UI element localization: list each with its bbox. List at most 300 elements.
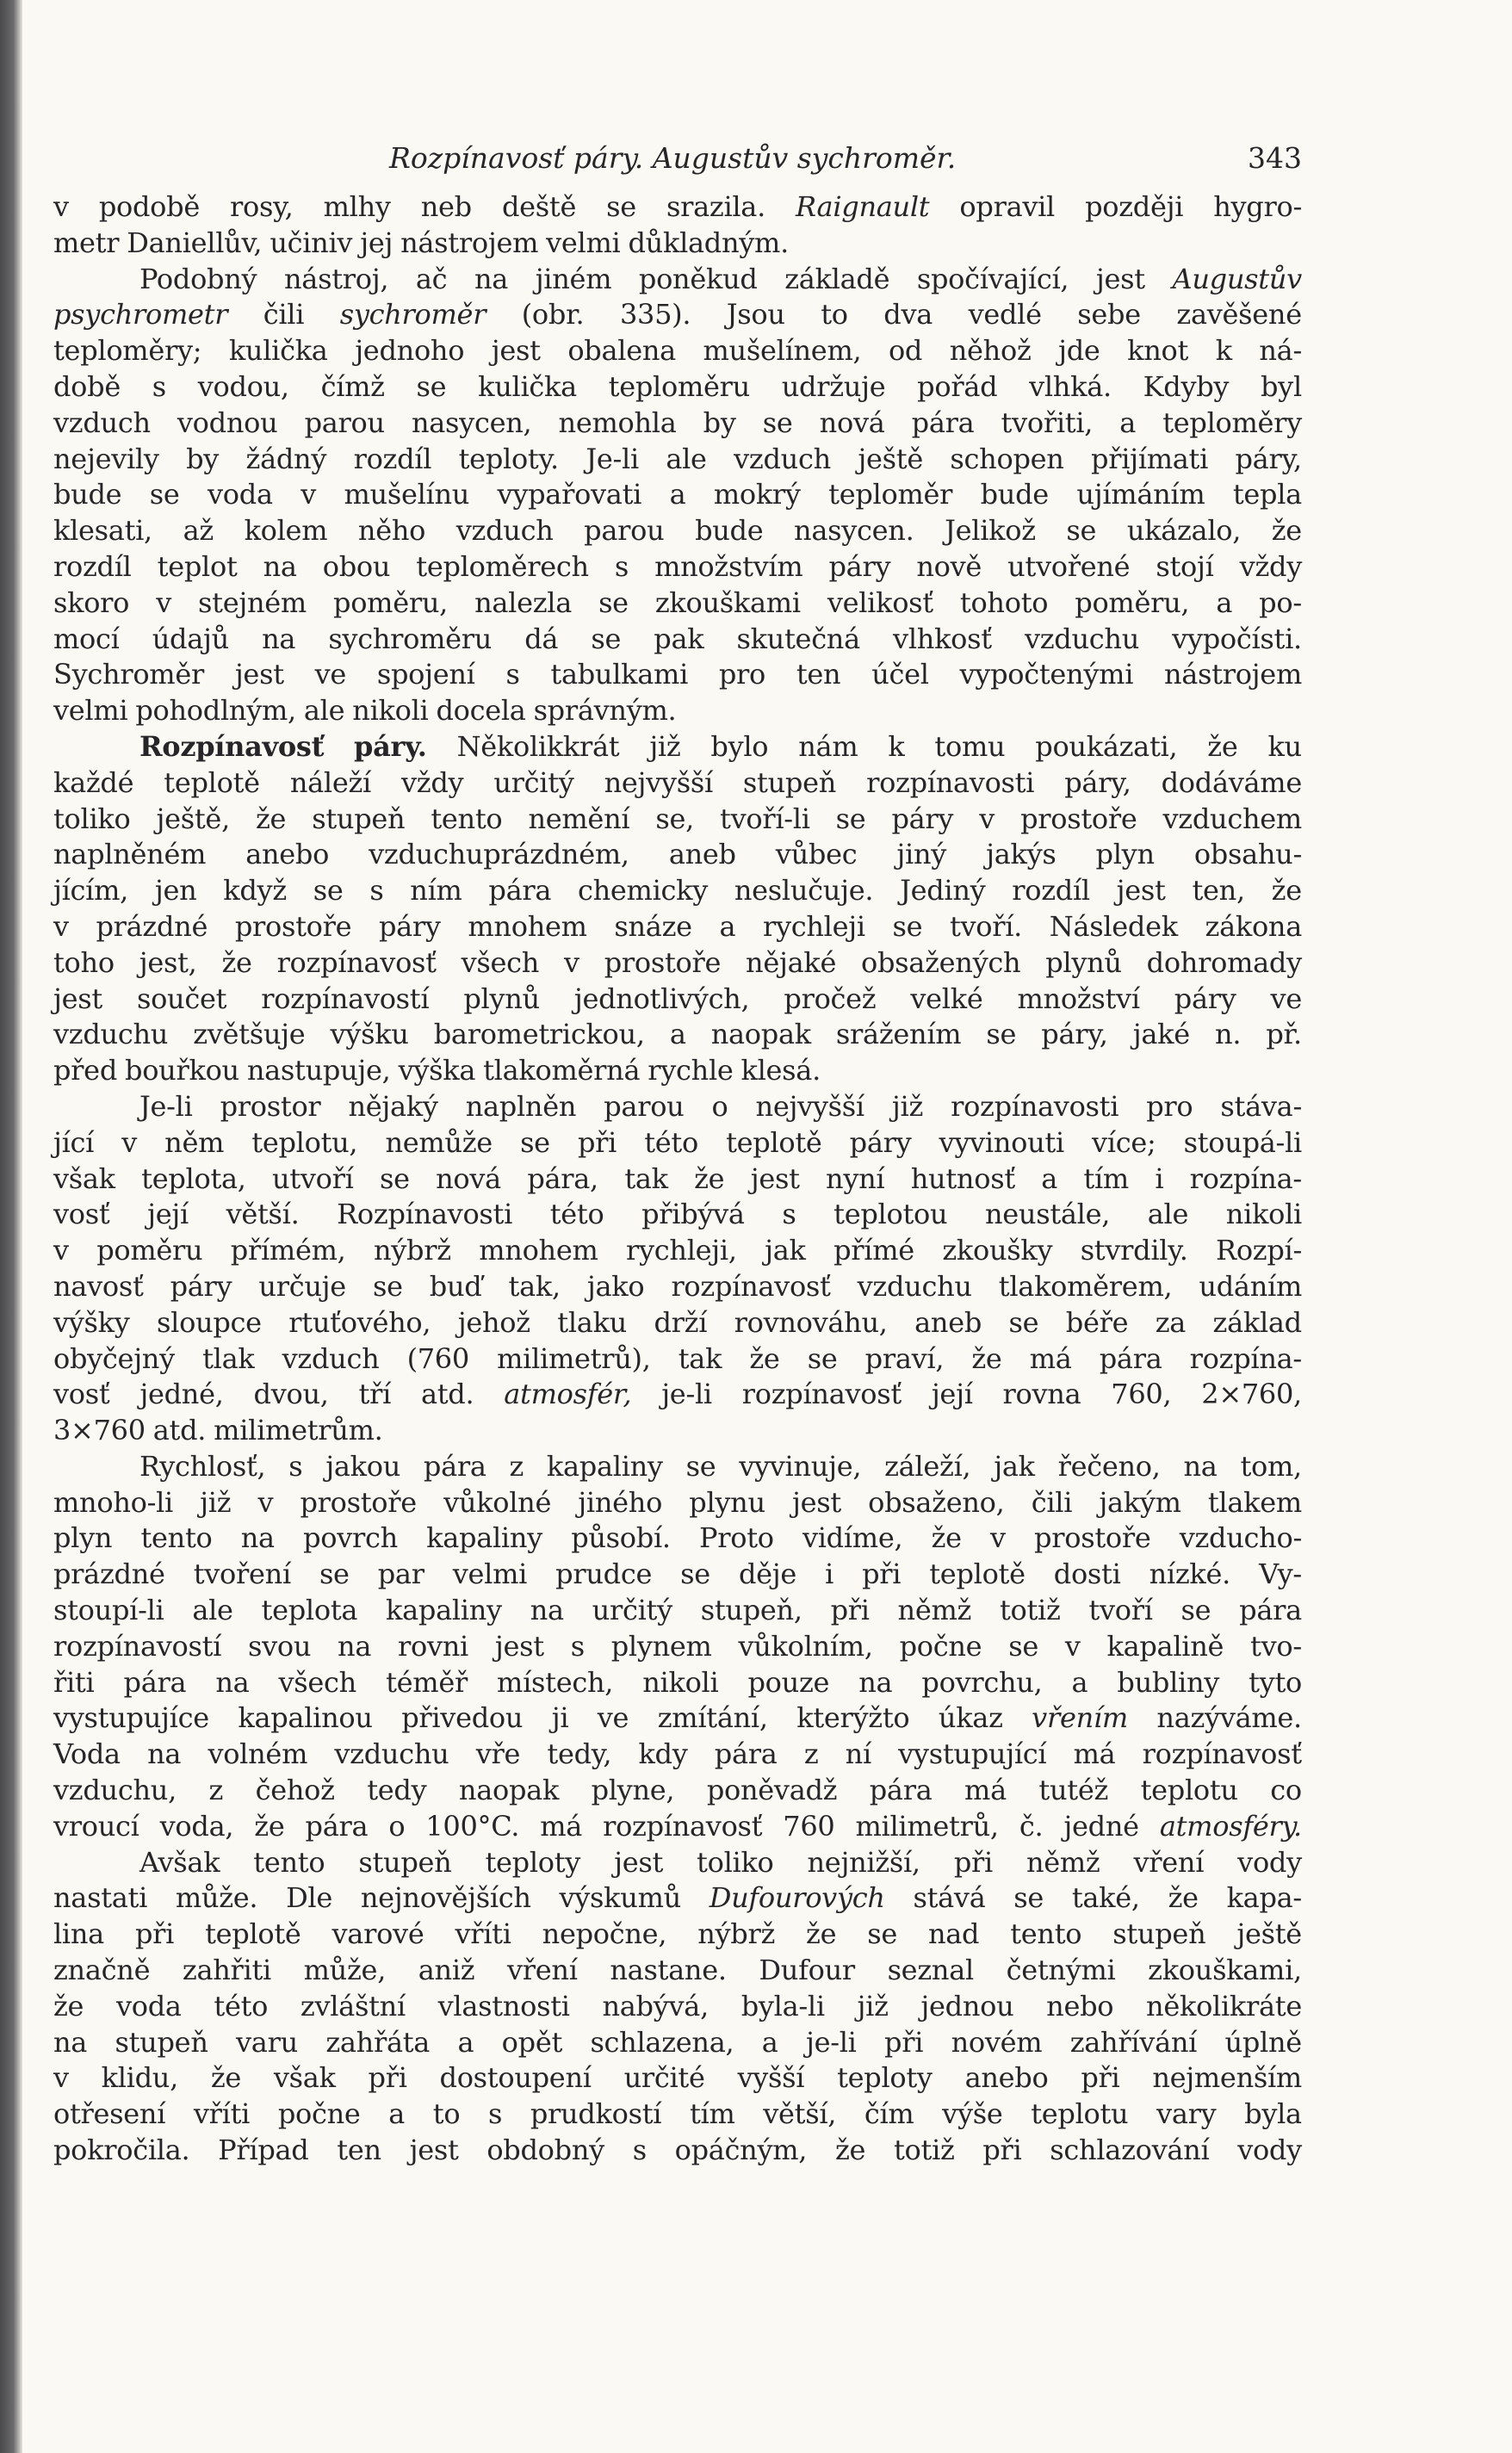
word: páry.	[354, 729, 427, 763]
word: nabývá,	[602, 1989, 709, 2022]
word: obsahu-	[1193, 838, 1302, 871]
word: z	[208, 1774, 224, 1807]
word: tak,	[508, 1269, 561, 1303]
word: však	[273, 2061, 336, 2095]
word: jak	[994, 1449, 1035, 1483]
word: deště	[501, 190, 577, 223]
text-line	[53, 1197, 1302, 1233]
word: pára	[305, 1809, 369, 1843]
word: na	[858, 1665, 893, 1699]
word: obalena	[567, 334, 676, 368]
word: čili	[1031, 1485, 1073, 1519]
word: teplota,	[141, 1161, 246, 1195]
word: Sychroměr	[53, 658, 204, 691]
word: Voda	[53, 1738, 121, 1771]
word: udržuje	[781, 369, 886, 403]
word: atmosfér,	[504, 1378, 632, 1411]
word: (760	[406, 1341, 469, 1375]
text-line	[53, 1629, 1302, 1665]
word: spojení	[376, 658, 475, 691]
word: parou	[304, 406, 385, 439]
word: byla	[1244, 2097, 1302, 2131]
word: má	[1029, 1341, 1072, 1375]
word: že	[1168, 1881, 1199, 1915]
word: by	[703, 406, 736, 439]
word: jaké	[1132, 1018, 1190, 1051]
text-line	[53, 1557, 1302, 1593]
book-binding-edge	[0, 0, 22, 2453]
word: teploty.	[458, 442, 559, 475]
word: teplot	[157, 549, 238, 583]
word: jest	[53, 982, 102, 1015]
word: tedy	[367, 1774, 427, 1807]
word: jednoho	[355, 334, 465, 368]
word: nejmenším	[1152, 2061, 1302, 2095]
word: zkouškami,	[1148, 1954, 1302, 1987]
word: kulička	[228, 334, 328, 368]
word: tvoří.	[949, 909, 1023, 943]
word: se	[520, 1125, 550, 1159]
word: může,	[303, 1954, 387, 1987]
word: značně	[53, 1954, 151, 1987]
word: spočívající,	[916, 262, 1069, 295]
word: vodou,	[197, 369, 289, 403]
word: otřesení	[53, 2097, 166, 2131]
word: tento	[253, 1845, 325, 1879]
word: vosť	[53, 1198, 110, 1231]
word: rozpínavosť	[276, 945, 437, 979]
word: zkoušky	[942, 1234, 1053, 1267]
word: Rozpínavosti	[337, 1198, 513, 1231]
word: mnohem	[468, 909, 587, 943]
word: že	[255, 802, 287, 835]
word: velmi	[452, 1558, 528, 1591]
word: neslučuje.	[734, 874, 874, 907]
word: vzduch	[53, 406, 151, 439]
word: vosť	[53, 1378, 110, 1411]
word: a	[457, 2025, 474, 2059]
word: vříti	[193, 2097, 251, 2131]
word: s	[614, 549, 629, 583]
word: (obr.	[521, 298, 585, 331]
text-line	[53, 1053, 1302, 1089]
word: velmi	[546, 226, 621, 259]
word: tutéž	[1038, 1774, 1109, 1807]
word: jen	[154, 874, 197, 907]
word: tabulkami	[550, 658, 689, 691]
word: buď	[429, 1269, 482, 1303]
word: obsaženo,	[868, 1485, 1005, 1519]
word: tlak	[202, 1341, 255, 1375]
word: již	[649, 729, 681, 763]
word: se	[149, 478, 180, 511]
word: čímž	[320, 369, 385, 403]
text-line	[53, 2025, 1302, 2061]
word: že	[1271, 514, 1302, 548]
word: určitý	[493, 765, 574, 799]
word: množstvím	[654, 549, 803, 583]
word: plyne,	[591, 1774, 675, 1807]
word: nikoli	[1225, 1198, 1302, 1231]
word: teplota	[261, 1594, 358, 1627]
word: prudce	[555, 1558, 653, 1591]
word: má	[964, 1774, 1007, 1807]
word: místech,	[497, 1665, 614, 1699]
word: o	[711, 1089, 728, 1123]
word: srazila.	[666, 190, 765, 223]
word: opravil	[959, 190, 1055, 223]
word: seznal	[887, 1954, 974, 1987]
word: záleží,	[884, 1449, 971, 1483]
word: teplotou	[833, 1198, 948, 1231]
word: podobě	[98, 190, 200, 223]
word: neb	[420, 190, 472, 223]
word: prostoře	[604, 945, 722, 979]
word: a	[669, 1018, 686, 1051]
word: Raignault	[796, 190, 930, 223]
word: jest	[1116, 874, 1166, 907]
word: působí.	[571, 1521, 671, 1555]
word: rozpínavosť	[741, 1378, 902, 1411]
word: s	[782, 1198, 796, 1231]
word: správným.	[533, 694, 677, 728]
word: jak	[765, 1234, 806, 1267]
word: 2×760,	[1201, 1378, 1302, 1411]
word: a	[388, 2097, 406, 2131]
word: volném	[208, 1738, 308, 1771]
word: téměř	[386, 1665, 468, 1699]
text-line	[53, 1845, 1302, 1881]
word: naplněném	[53, 838, 207, 871]
word: pára	[123, 1665, 187, 1699]
text-line	[53, 513, 1302, 549]
text-line	[53, 369, 1302, 406]
word: kapalině	[1106, 1629, 1224, 1663]
word: úkaz	[938, 1701, 1003, 1735]
text-line	[53, 1809, 1302, 1845]
word: Jsou	[726, 298, 785, 331]
word: vyšší	[737, 2061, 805, 2095]
word: plyn	[53, 1521, 113, 1555]
word: rosy,	[230, 190, 294, 223]
word: ještě	[858, 442, 923, 475]
word: 3×760	[53, 1414, 146, 1447]
word: varové	[332, 1917, 424, 1951]
word: ale	[192, 1594, 233, 1627]
word: vření	[1133, 1845, 1205, 1879]
word: údajů	[152, 622, 229, 655]
word: 335).	[619, 298, 691, 331]
word: již	[857, 1989, 889, 2022]
word: v	[156, 585, 171, 619]
word: novém	[951, 2025, 1043, 2059]
word: pára,	[527, 1161, 598, 1195]
word: dohromady	[1146, 945, 1302, 979]
word: stoupí-li	[53, 1594, 164, 1627]
word: každé	[53, 765, 134, 799]
word: s	[632, 2134, 647, 2167]
word: teplotě	[929, 1558, 1026, 1591]
word: teploměrech	[416, 549, 589, 583]
word: vzduchem	[1162, 802, 1302, 835]
word: prázdné	[53, 1558, 165, 1591]
word: Avšak	[139, 1845, 220, 1879]
word: tvo-	[1250, 1629, 1302, 1663]
word: vyvinuje,	[739, 1449, 862, 1483]
word: vzduchu	[1024, 622, 1140, 655]
word: základě	[784, 262, 890, 295]
word: mnoho-li	[53, 1485, 173, 1519]
word: plynů	[463, 982, 540, 1015]
word: ku	[1267, 729, 1302, 763]
word: 100°C.	[425, 1809, 520, 1843]
word: a	[1216, 585, 1233, 619]
word: vystupující	[898, 1738, 1047, 1771]
word: dva	[883, 298, 933, 331]
word: vody	[1237, 2134, 1302, 2167]
word: jehož	[457, 1305, 530, 1339]
word: jakou	[325, 1449, 401, 1483]
word: nástroj,	[283, 262, 389, 295]
word: nejnižší,	[807, 1845, 920, 1879]
word: pouze	[747, 1665, 830, 1699]
word: tom,	[1240, 1449, 1302, 1483]
word: prostoře	[234, 909, 352, 943]
word: vlastnosti	[437, 1989, 570, 2022]
word: teplotě	[205, 1917, 301, 1951]
word: pak	[654, 622, 704, 655]
word: voda	[115, 1989, 182, 2022]
word: vystupujíce	[53, 1701, 209, 1735]
word: zavěšené	[1176, 298, 1302, 331]
word: ukázalo,	[1126, 514, 1242, 548]
word: pára	[1099, 1341, 1162, 1375]
word: v	[301, 478, 316, 511]
word: pára	[911, 406, 975, 439]
word: tří	[358, 1378, 392, 1411]
book-page	[53, 129, 1302, 2169]
word: s	[369, 874, 384, 907]
word: vlhkosť	[893, 622, 992, 655]
word: zvláštní	[300, 1989, 406, 2022]
word: rozpínavostí	[53, 1629, 222, 1663]
word: ujímáním	[1076, 478, 1205, 511]
word: že	[931, 1521, 962, 1555]
word: jednotlivých,	[573, 982, 750, 1015]
word: že	[694, 1161, 725, 1195]
text-line	[53, 1305, 1302, 1341]
word: svou	[247, 1629, 312, 1663]
text-line	[53, 2060, 1302, 2097]
word: teplotu,	[251, 1125, 358, 1159]
word: knot	[1127, 334, 1189, 368]
word: stvrdily.	[1080, 1234, 1188, 1267]
word: prudkostí	[530, 2097, 662, 2131]
word: vzduchu	[334, 1738, 449, 1771]
word: prostor	[220, 1089, 321, 1123]
word: jest	[791, 1485, 841, 1519]
word: nasycen.	[794, 514, 914, 548]
word: rozdíl	[53, 549, 132, 583]
word: tlakoměrem,	[998, 1269, 1173, 1303]
word: nikoli	[642, 1665, 719, 1699]
word: Proto	[699, 1521, 774, 1555]
word: parou	[604, 1089, 685, 1123]
word: teploměr	[828, 478, 953, 511]
word: opáčným,	[674, 2134, 808, 2167]
word: bylo	[710, 729, 769, 763]
text-line	[53, 406, 1302, 442]
word: na	[1183, 1449, 1218, 1483]
word: kdy	[638, 1738, 688, 1771]
text-line	[53, 1233, 1302, 1269]
word: čím	[864, 2097, 914, 2131]
word: pořád	[917, 369, 998, 403]
word: schlazena,	[590, 2025, 734, 2059]
word: děje	[738, 1558, 797, 1591]
word: kapalinou	[238, 1701, 373, 1735]
word: rozpínavosti	[951, 1089, 1119, 1123]
word: rovni	[398, 1629, 468, 1663]
word: Podobný	[139, 262, 257, 295]
word: nazýváme.	[1156, 1701, 1302, 1735]
word: mocí	[53, 622, 120, 655]
word: tvoří-li	[720, 802, 810, 835]
word: a	[1041, 1161, 1058, 1195]
word: to	[821, 298, 848, 331]
text-line	[53, 1953, 1302, 1989]
word: vodnou	[177, 406, 278, 439]
word: ten	[796, 658, 841, 691]
word: poměru,	[333, 585, 449, 619]
text-line	[53, 657, 1302, 693]
word: výskumů	[559, 1881, 681, 1915]
word: jest	[494, 1629, 544, 1663]
word: výška	[398, 1054, 476, 1087]
word: by	[186, 442, 220, 475]
word: nasycen,	[411, 406, 532, 439]
word: naplněn	[465, 1089, 577, 1123]
word: nám	[798, 729, 858, 763]
word: je-li	[661, 1378, 712, 1411]
word: se	[762, 406, 793, 439]
word: bude	[695, 514, 764, 548]
word: mokrý	[713, 478, 801, 511]
word: vypočtenými	[959, 658, 1134, 691]
word: i	[1155, 1161, 1164, 1195]
word: rychleji	[762, 909, 865, 943]
word: na	[53, 2025, 88, 2059]
word: rozpínavosti	[866, 765, 1035, 799]
body-text	[53, 189, 1302, 2169]
word: kapaliny	[426, 1521, 542, 1555]
word: přímé	[833, 1234, 914, 1267]
word: vzduch	[455, 514, 554, 548]
text-line	[53, 1593, 1302, 1629]
word: mnohem	[479, 1234, 598, 1267]
word: hygro-	[1213, 190, 1302, 223]
word: klesati,	[53, 514, 152, 548]
word: barometrickou,	[433, 1018, 645, 1051]
word: docela	[436, 694, 526, 728]
word: pára	[869, 1774, 933, 1807]
word: že	[1207, 729, 1238, 763]
word: Dle	[286, 1881, 333, 1915]
word: vzduch	[282, 1341, 380, 1375]
word: se	[680, 1558, 710, 1591]
word: počne	[899, 1629, 982, 1663]
word: ním	[410, 874, 462, 907]
word: obsažených	[861, 945, 1021, 979]
word: při	[368, 2061, 407, 2095]
word: vody	[1237, 1845, 1302, 1879]
word: atmosféry.	[1159, 1809, 1302, 1843]
word: stojí	[1156, 549, 1214, 583]
word: plynů	[1045, 945, 1122, 979]
word: anebo	[964, 2061, 1049, 2095]
word: s	[288, 1449, 303, 1483]
word: neustále,	[984, 1198, 1111, 1231]
word: že	[834, 2134, 866, 2167]
word: zmítání,	[657, 1701, 768, 1735]
word: již	[891, 1089, 924, 1123]
word: něho	[357, 514, 426, 548]
word: že	[254, 1809, 285, 1843]
word: součet	[136, 982, 227, 1015]
word: jiného	[578, 1485, 663, 1519]
word: a	[669, 478, 686, 511]
word: v	[1064, 1629, 1081, 1663]
word: více;	[1092, 1125, 1156, 1159]
word: páry,	[1064, 765, 1131, 799]
word: tyto	[1249, 1665, 1302, 1699]
word: páry	[170, 1269, 232, 1303]
word: n.	[1215, 1018, 1242, 1051]
word: zahřáta	[325, 2025, 431, 2059]
word: klidu,	[101, 2061, 178, 2095]
word: při	[982, 2134, 1022, 2167]
word: poměru	[96, 1234, 203, 1267]
running-title: Rozpínavosť páry. Augustův sychroměr.	[389, 141, 957, 175]
word: se	[591, 622, 622, 655]
word: výše	[942, 2097, 1003, 2131]
word: nová	[819, 406, 885, 439]
word: že	[749, 1341, 780, 1375]
text-line	[53, 226, 1302, 262]
word: páry,	[1041, 1018, 1108, 1051]
word: teploty	[837, 2061, 933, 2095]
word: pro	[718, 658, 766, 691]
word: určité	[623, 2061, 705, 2095]
word: vzduchu	[857, 1269, 972, 1303]
text-line	[53, 982, 1302, 1018]
word: nástrojem	[400, 226, 539, 259]
word: Dufourových	[709, 1881, 885, 1915]
word: němž	[897, 1594, 972, 1627]
word: v	[979, 802, 995, 835]
word: řiti	[53, 1665, 95, 1699]
word: o	[388, 1809, 406, 1843]
word: Dufour	[759, 1954, 855, 1987]
word: od	[888, 334, 923, 368]
word: jiném	[535, 262, 612, 295]
word: pára	[423, 1449, 486, 1483]
word: základ	[1212, 1305, 1302, 1339]
word: vlhká.	[1029, 369, 1112, 403]
text-line	[53, 333, 1302, 369]
word: tvořiti,	[1001, 406, 1094, 439]
word: v	[564, 945, 579, 979]
